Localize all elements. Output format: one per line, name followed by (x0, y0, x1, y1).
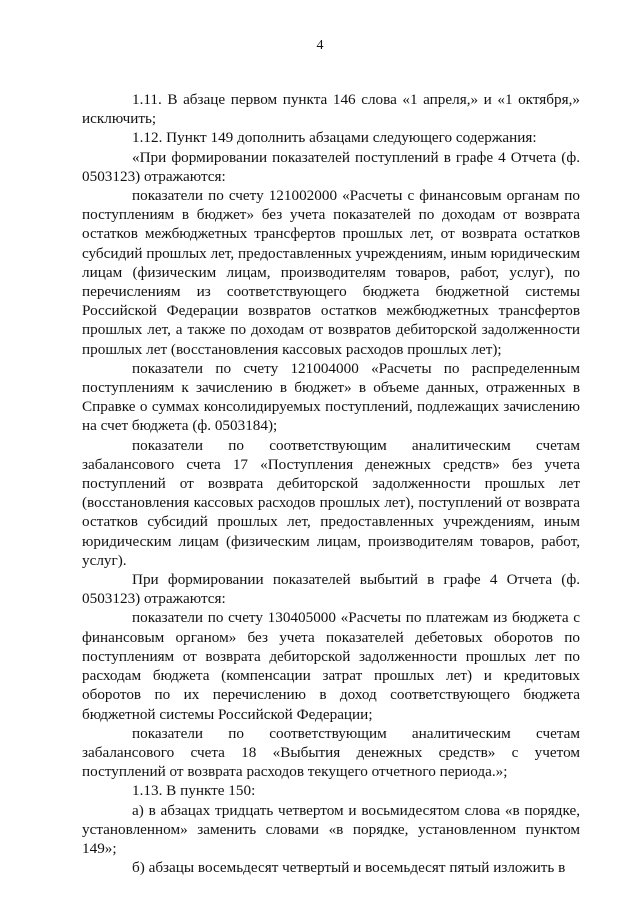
paragraph-1-11: 1.11. В абзаце первом пункта 146 слова «1 апреля,» и «1 октября,» исключить; (82, 91, 580, 128)
document-body (82, 90, 580, 877)
paragraph-item-a: а) в абзацах тридцать четвертом и восьмидесятом слова «в порядке, установленном» заменить словами «в порядке, установленном пунктом 149»; (82, 801, 580, 857)
paragraph-receipts-intro: «При формировании показателей поступлений в графе 4 Отчета (ф. 0503123) отражаются: (82, 148, 580, 185)
paragraph-account-121002000: показатели по счету 121002000 «Расчеты с финансовым органам по поступлениям в бюджет» без учета показателей по доходам от возврата остатков межбюджетных трансфертов прошлых лет, от возврата остатков субсидий прошлых лет, предоставленных учреждениям, иным юридическим лицам (физическим лицам, производителям товаров, работ, услуг), по перечислениям из соответствующего бюджета бюджетной системы Российской Федерации возвратов остатков межбюджетных трансфертов прошлых лет, а также по доходам от возвратов дебиторской задолженности прошлых лет (восстановления кассовых расходов прошлых лет); (82, 187, 580, 358)
paragraph-offbalance-18: показатели по соответствующим аналитическим счетам забалансового счета 18 «Выбытия денежных средств» с учетом поступлений от возврата расходов текущего отчетного периода.»; (82, 724, 580, 781)
paragraph-account-121004000: показатели по счету 121004000 «Расчеты по распределенным поступлениям к зачислению в бюджет» в объеме данных, отраженных в Справке о суммах консолидируемых поступлений, подлежащих зачислению на счет бюджета (ф. 0503184); (82, 359, 580, 435)
page-number: 4 (316, 38, 324, 53)
paragraph-1-13: 1.13. В пункте 150: (132, 782, 256, 800)
paragraph-account-130405000: показатели по счету 130405000 «Расчеты по платежам из бюджета с финансовым органом» без учета показателей дебетовых оборотов по поступлениям от возврата дебиторской задолженности прошлых лет по расходам бюджета (компенсации затрат прошлых лет) и кредитовых оборотов по их перечислению в доход соответствующего бюджета бюджетной системы Российской Федерации; (82, 609, 580, 723)
paragraph-offbalance-17: показатели по соответствующим аналитическим счетам забалансового счета 17 «Поступления денежных средств» без учета поступлений от возврата дебиторской задолженности прошлых лет (восстановления кассовых расходов прошлых лет), поступлений от возврата остатков субсидий прошлых лет, предоставленных учреждениям, иным юридическим лицам (физическим лицам, производителям товаров, работ, услуг). (82, 436, 580, 569)
paragraph-item-b: б) абзацы восемьдесят четвертый и восемьдесят пятый изложить в (132, 859, 566, 877)
paragraph-1-12: 1.12. Пункт 149 дополнить абзацами следующего содержания: (132, 129, 537, 147)
paragraph-disposals-intro: При формировании показателей выбытий в графе 4 Отчета (ф. 0503123) отражаются: (82, 571, 580, 608)
